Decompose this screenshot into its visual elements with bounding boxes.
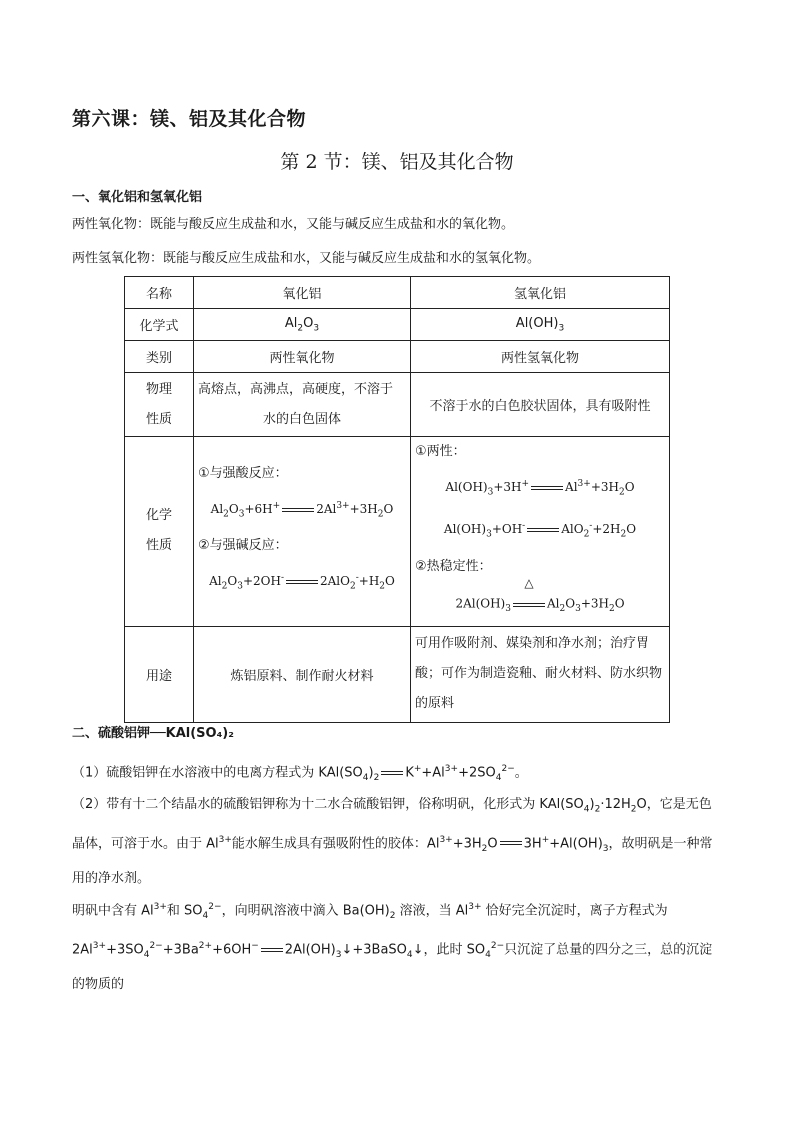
category-label: 类别 [125,341,194,373]
chemical-aloh3 [411,437,670,627]
physical-aloh3: 不溶于水的白色胶状固体，具有吸附性 [411,373,670,437]
header-al2o3: 氧化铝 [194,277,411,309]
equation-al2o3-acid: $Al_2O_3+6H^+$ $2Al^{3+}+3H_2O$ [210,501,394,520]
use-aloh3: 可用作吸附剂、媒染剂和净水剂；治疗胃酸；可作为制造瓷釉、耐火材料、防水织物的原料 [411,626,670,722]
lesson-title: 第六课：镁、铝及其化合物 [72,108,307,130]
paragraph-ionization: （1）硫酸铝钾在水溶液中的电离方程式为 $KAl(SO_4)_2$ $K^++Al^{3+}+2SO_4^{2-}$。 [72,764,528,783]
paragraph-precipitation: 明矾中含有 $Al^{3+}$和 $SO_4^{2-}$，向明矾溶液中滴入 $Ba(OH)_2$ 溶液，当 $Al^{3+}$ 恰好完全沉淀时，离子方程式为 $2Al^{3+}+3SO_4^{2-}+3Ba^{2+}+6OH^-$ $2Al(OH)_3↓+3BaSO_4↓$，此时 $SO_4^{2-}$只沉淀了总量的四分之三，总的沉淀的物质的 [72,902,713,992]
header-aloh3: 氢氧化铝 [411,277,670,309]
table-header-row [125,277,670,309]
formula-al2o3: $Al_2O_3$ [194,309,411,341]
use-label: 用途 [125,626,194,722]
physical-label: 物理 性质 [125,373,194,437]
table-row-chemical [125,437,670,627]
chemical-label: 化学 性质 [125,437,194,627]
part1-heading: 一、氧化铝和氢氧化铝 [72,190,203,205]
al2o3-base-label: ②与强碱反应： [198,538,288,554]
formula-aloh3: $Al(OH)_3$ [411,309,670,341]
category-al2o3: 两性氧化物 [194,341,411,373]
table-row-physical [125,373,670,437]
definition-amphoteric-oxide: 两性氧化物：既能与酸反应生成盐和水，又能与碱反应生成盐和水的氧化物。 [72,217,515,232]
use-al2o3: 炼铝原料、制作耐火材料 [194,626,411,722]
category-aloh3: 两性氢氧化物 [411,341,670,373]
equation-aloh3-base: $Al(OH)_3+OH^-$ $AlO_2^-+2H_2O$ [443,521,637,540]
equation-aloh3-heat: $2Al(OH)_3$ △ $Al_2O_3+3H_2O$ [455,575,625,614]
definition-amphoteric-hydroxide: 两性氢氧化物：既能与酸反应生成盐和水，又能与碱反应生成盐和水的氢氧化物。 [72,251,541,266]
header-name: 名称 [125,277,194,309]
table-row-formula [125,309,670,341]
al2o3-acid-label: ①与强酸反应： [198,466,288,481]
formula-label: 化学式 [125,309,194,341]
heat-symbol: △ [524,575,534,590]
aloh3-amphoteric-label: ①两性： [415,444,466,459]
part2-heading: 二、硫酸铝钾──KAl(SO₄)₂ [72,726,234,741]
physical-al2o3: 高熔点，高沸点，高硬度，不溶于 水的白色固体 [194,373,411,437]
chemical-al2o3 [194,437,411,627]
paragraph-alum: （2）带有十二个结晶水的硫酸铝钾称为十二水合硫酸铝钾，俗称明矾，化形式为 $KAl(SO_4)_2\cdot 12H_2O$，它是无色晶体，可溶于水。由于 $Al^{3+}$能水解生成具有强吸附性的胶体：$Al^{3+}+3H_2O$ $3H^++Al(OH)_3$，故明矾是一种常用的净水剂。 [72,797,713,886]
aloh3-heat-label: ②热稳定性： [415,558,492,574]
section-title: 第 2 节：镁、铝及其化合物 [280,151,514,173]
equation-aloh3-acid: $Al(OH)_3+3H^+$ $Al^{3+}+3H_2O$ [445,479,635,498]
table-row-category [125,341,670,373]
table-row-use [125,626,670,722]
equation-al2o3-base: $Al_2O_3+2OH^-$ $2AlO_2^-+H_2O$ [209,573,395,592]
properties-table [124,276,670,723]
